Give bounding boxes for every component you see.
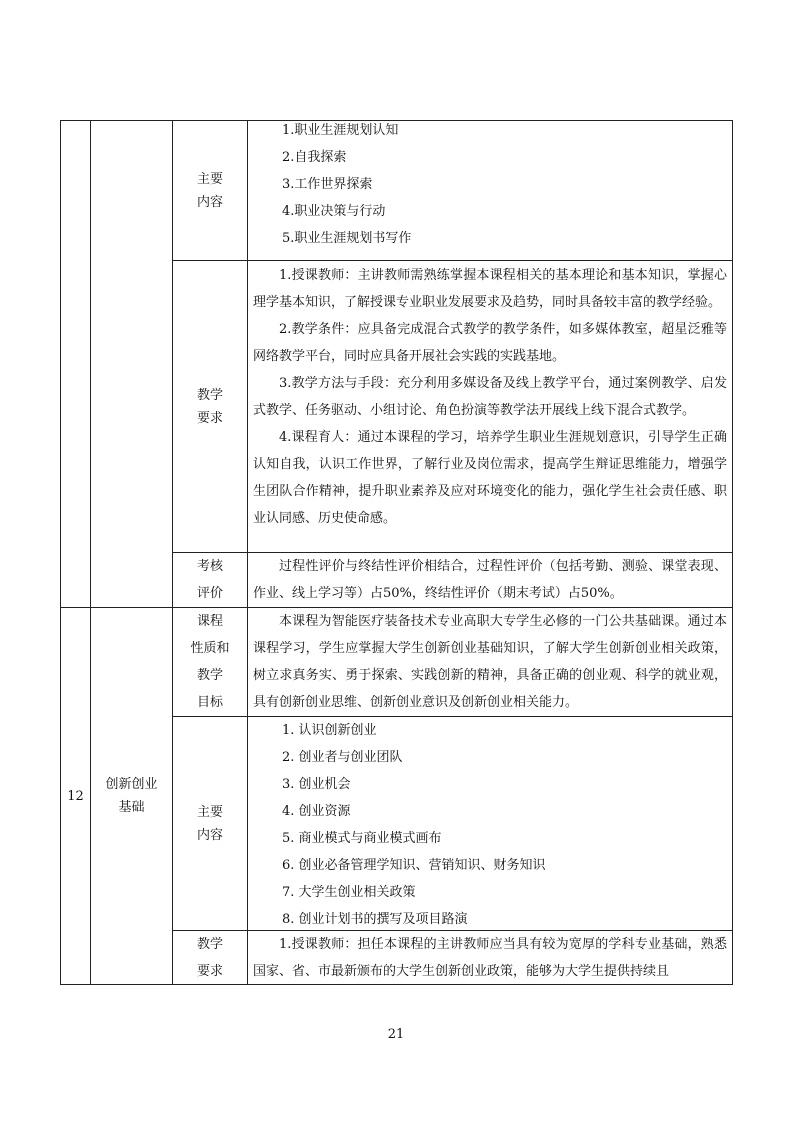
list-item: 7. 大学生创业相关政策 (282, 885, 416, 900)
list-item: 1.职业生涯规划认知 (282, 123, 399, 138)
upper-teaching-label: 教学 要求 (196, 387, 223, 426)
list-item: 2.自我探索 (282, 150, 347, 165)
upper-content-label: 主要 内容 (196, 171, 223, 210)
list-item: 8. 创业计划书的撰写及项目路演 (282, 912, 468, 927)
list-item: 3. 创业机会 (282, 777, 351, 792)
list-item: 6. 创业必备管理学知识、营销知识、财务知识 (282, 858, 546, 873)
upper-teaching-text (253, 262, 727, 532)
paragraph: 3.教学方法与手段：充分利用多媒设备及线上教学平台，通过案例教学、启发式教学、任务驱动、小组讨论、角色扮演等教学法开展线上线下混合式教学。 (253, 376, 727, 418)
nature-label: 课程 性质和 教学 目标 (190, 614, 230, 710)
nature-text: 本课程为智能医疗装备技术专业高职大专学生必修的一门公共基础课。通过本课程学习，学生应掌握大学生创新创业基础知识，了解大学生创新创业相关政策，树立求真务实、勇于探索、实践创新的精神，具备正确的创业观、科学的就业观，具有创新创业思维、创新创业意识及创新创业相关能力。 (253, 614, 727, 710)
list-item: 5.职业生涯规划书写作 (282, 231, 412, 246)
column-divider (247, 120, 248, 985)
list-item: 5. 商业模式与商业模式画布 (282, 831, 442, 846)
paragraph: 2.教学条件：应具备完成混合式教学的教学条件，如多媒体教室，超星泛雅等网络教学平台，同时应具备开展社会实践的实践基地。 (253, 322, 727, 364)
content-list (282, 717, 722, 933)
page-number: 21 (387, 1027, 405, 1042)
upper-assessment-text: 过程性评价与终结性评价相结合，过程性评价（包括考勤、测验、课堂表现、作业、线上学习等）占50%，终结性评价（期末考试）占50%。 (253, 559, 727, 601)
list-item: 3.工作世界探索 (282, 177, 373, 192)
list-item: 4.职业决策与行动 (282, 204, 386, 219)
teaching-label: 教学 要求 (196, 936, 223, 979)
table-right-border (732, 120, 733, 985)
course-name: 创新创业 基础 (105, 777, 158, 815)
list-item: 4. 创业资源 (282, 804, 351, 819)
paragraph: 4.课程育人：通过本课程的学习，培养学生职业生涯规划意识，引导学生正确认知自我，认识工作世界，了解行业及岗位需求，提高学生辩证思维能力，增强学生团队合作精神，提升职业素养及应对环境变化的能力，强化学生社会责任感、职业认同感、历史使命感。 (253, 430, 727, 526)
list-item: 2. 创业者与创业团队 (282, 750, 403, 765)
course-number: 12 (67, 788, 84, 804)
content-label: 主要 内容 (196, 804, 223, 843)
table-bottom-border (60, 984, 733, 985)
list-item: 1. 认识创新创业 (282, 723, 377, 738)
teaching-text: 1.授课教师：担任本课程的主讲教师应当具有较为宽厚的学科专业基础，熟悉国家、省、市最新颁布的大学生创新创业政策，能够为大学生提供持续且 (253, 937, 727, 979)
upper-content-list (282, 117, 722, 252)
row-divider (172, 260, 733, 261)
upper-assessment-label: 考核 评价 (196, 559, 223, 601)
paragraph: 1.授课教师：主讲教师需熟练掌握本课程相关的基本理论和基本知识，掌握心理学基本知识，了解授课专业职业发展要求及趋势，同时具备较丰富的教学经验。 (253, 268, 727, 310)
